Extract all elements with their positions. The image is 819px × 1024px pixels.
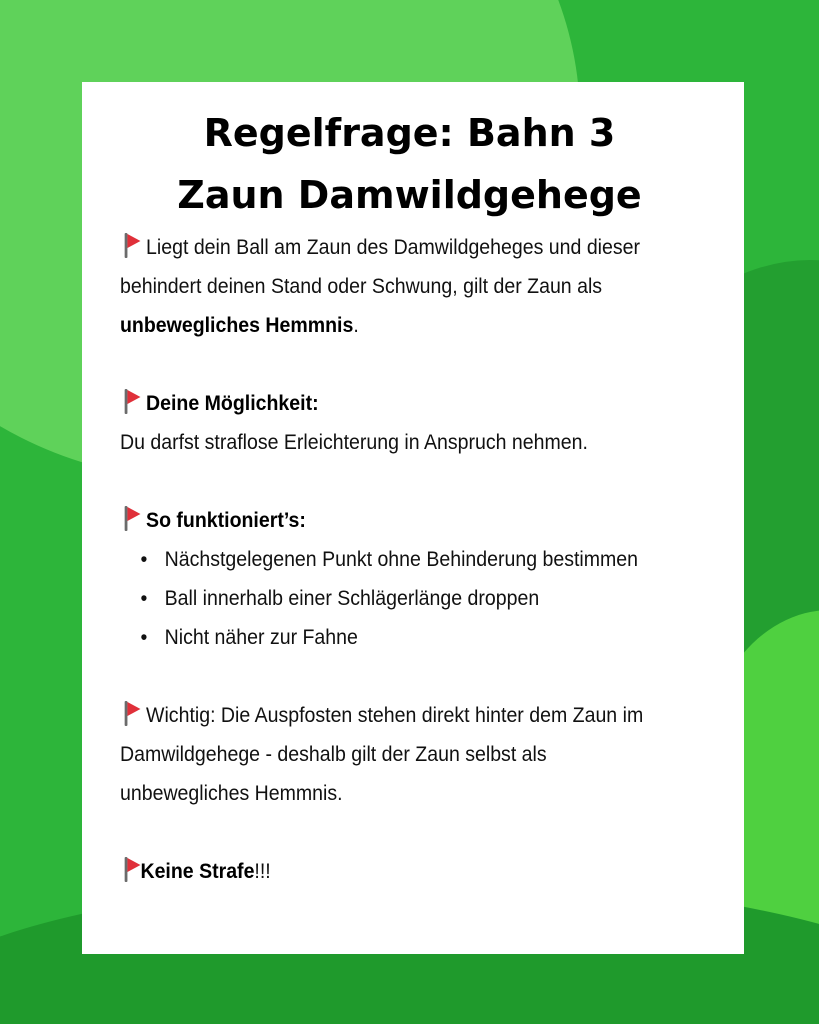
- intro-bold-term: unbewegliches Hemmnis: [120, 314, 354, 337]
- intro-paragraph: [120, 228, 678, 345]
- option-text: Du darfst straflose Erleichterung in Anspruch nehmen.: [120, 431, 588, 454]
- page-title: [0, 102, 819, 226]
- important-text: Wichtig: Die Auspfosten stehen direkt hinter dem Zaun im Damwildgehege - deshalb gilt der Zaun selbst als unbewegliches Hemmnis.: [120, 704, 644, 805]
- rule-content: [120, 228, 678, 891]
- red-flag-icon: [120, 505, 140, 531]
- red-flag-icon: [120, 700, 140, 726]
- red-flag-icon: [120, 232, 140, 258]
- list-item: • Ball innerhalb einer Schlägerlänge droppen: [120, 579, 678, 618]
- option-heading-text: Deine Möglichkeit:: [146, 392, 319, 415]
- final-end: !!!: [254, 860, 271, 883]
- title-line-2: Zaun Damwildgehege: [177, 173, 642, 217]
- intro-end: .: [353, 314, 359, 337]
- final-bold: Keine Strafe: [140, 860, 255, 883]
- steps-list: [120, 540, 678, 657]
- red-flag-icon: [120, 388, 140, 414]
- option-heading: [120, 384, 678, 423]
- intro-text: Liegt dein Ball am Zaun des Damwildgeheges und dieser behindert deinen Stand oder Schwung, gilt der Zaun als: [120, 236, 641, 298]
- list-item: • Nächstgelegenen Punkt ohne Behinderung bestimmen: [120, 540, 678, 579]
- howto-heading: [120, 501, 678, 540]
- title-line-1: Regelfrage: Bahn 3: [203, 111, 616, 155]
- red-flag-icon: [120, 856, 140, 882]
- important-paragraph: [120, 696, 678, 813]
- howto-heading-text: So funktioniert’s:: [146, 509, 306, 532]
- list-item: • Nicht näher zur Fahne: [120, 618, 678, 657]
- final-note: [120, 852, 678, 891]
